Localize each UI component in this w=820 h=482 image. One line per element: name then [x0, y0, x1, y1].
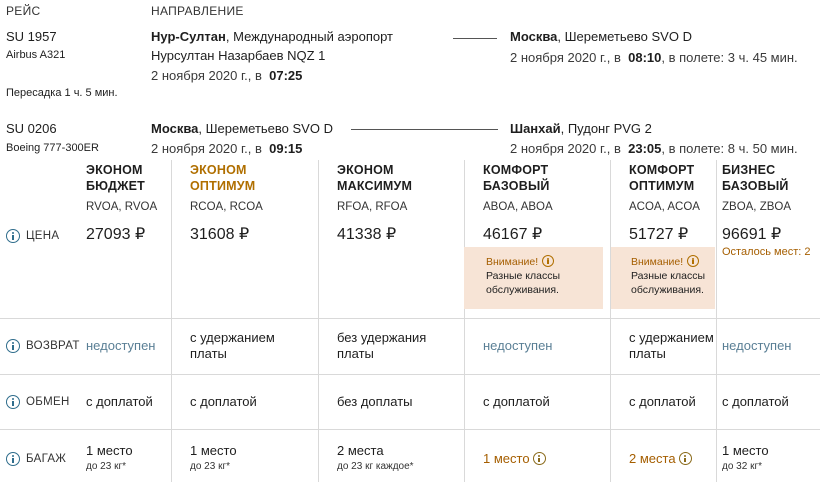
info-icon[interactable] — [6, 452, 20, 466]
departure-city — [151, 28, 393, 45]
refund-value: с удержанием платы — [190, 330, 275, 361]
route-line — [351, 129, 498, 130]
baggage-value: 1 место — [483, 451, 546, 467]
refund-label: ВОЗВРАТ — [26, 340, 80, 352]
exchange-value: с доплатой — [190, 394, 257, 409]
exchange-label: ОБМЕН — [26, 396, 70, 408]
departure-airport: , Шереметьево SVO D — [198, 121, 333, 136]
arrival-datetime — [510, 50, 798, 65]
arrival-datetime — [510, 141, 798, 156]
warning-info-icon[interactable] — [687, 255, 699, 267]
service-class-warning — [464, 247, 603, 309]
fare-price[interactable]: 27093 ₽ — [86, 226, 146, 243]
fare-price[interactable]: 41338 ₽ — [337, 226, 397, 243]
departure-date: 2 ноября 2020 г., в — [151, 68, 262, 83]
baggage-value: 1 место до 32 кг* — [722, 443, 769, 472]
fare-name-econom-optimum[interactable]: ЭКОНОМ ОПТИМУМ — [190, 163, 256, 193]
arrival-airport: , Пудонг PVG 2 — [560, 121, 652, 136]
baggage-value: 2 места до 23 кг каждое* — [337, 443, 414, 472]
arrival-city — [510, 120, 652, 137]
baggage-info-icon[interactable] — [679, 452, 692, 465]
row-divider — [0, 374, 820, 375]
exchange-row-label[interactable] — [6, 395, 70, 409]
refund-value: недоступен — [86, 338, 156, 353]
info-icon[interactable] — [6, 339, 20, 353]
warning-title: Внимание! — [486, 256, 539, 268]
arrival-date: 2 ноября 2020 г., в — [510, 141, 621, 156]
info-icon[interactable] — [6, 229, 20, 243]
fare-name-econom-budget[interactable]: ЭКОНОМ БЮДЖЕТ — [86, 163, 145, 193]
fare-code: ABOA, ABOA — [483, 201, 553, 213]
warning-text-1: Разные классы — [486, 270, 561, 282]
row-divider — [0, 318, 820, 319]
baggage-value: 1 место до 23 кг* — [190, 443, 237, 472]
arrival-time: 08:10 — [628, 50, 662, 65]
flight-duration: , в полете: 3 ч. 45 мин. — [661, 50, 798, 65]
column-divider — [610, 160, 611, 482]
aircraft-type: Boeing 777-300ER — [6, 142, 99, 154]
departure-datetime — [151, 68, 302, 83]
seats-left: Осталось мест: 2 — [722, 246, 811, 258]
arrival-date: 2 ноября 2020 г., в — [510, 50, 621, 65]
baggage-row-label[interactable] — [6, 452, 66, 466]
flight-number: SU 1957 — [6, 29, 57, 44]
departure-airport: , Международный аэропорт — [225, 29, 393, 44]
exchange-value: с доплатой — [722, 394, 789, 409]
departure-datetime — [151, 141, 302, 156]
column-divider — [716, 160, 717, 482]
refund-value: с удержанием платы — [629, 330, 714, 361]
departure-date: 2 ноября 2020 г., в — [151, 141, 262, 156]
info-icon[interactable] — [6, 395, 20, 409]
row-divider — [0, 429, 820, 430]
baggage-value: 2 места — [629, 451, 692, 467]
baggage-info-icon[interactable] — [533, 452, 546, 465]
fare-code: RFOA, RFOA — [337, 201, 408, 213]
fare-name-comfort-optimum[interactable]: КОМФОРТ ОПТИМУМ — [629, 163, 695, 193]
price-label: ЦЕНА — [26, 230, 60, 242]
column-divider — [318, 160, 319, 482]
warning-text-1: Разные классы — [631, 270, 706, 282]
column-divider — [171, 160, 172, 482]
baggage-label: БАГАЖ — [26, 453, 67, 465]
exchange-value: с доплатой — [86, 394, 153, 409]
fare-name-econom-maximum[interactable]: ЭКОНОМ МАКСИМУМ — [337, 163, 413, 193]
transfer-info: Пересадка 1 ч. 5 мин. — [6, 87, 118, 99]
baggage-value: 1 место до 23 кг* — [86, 443, 133, 472]
flight-duration: , в полете: 8 ч. 50 мин. — [661, 141, 798, 156]
arrival-time: 23:05 — [628, 141, 662, 156]
departure-city — [151, 120, 333, 137]
arrival-city-name: Шанхай — [510, 121, 561, 136]
refund-value: недоступен — [722, 338, 792, 353]
departure-time: 09:15 — [269, 141, 303, 156]
exchange-value: без доплаты — [337, 394, 413, 409]
fare-price[interactable]: 51727 ₽ — [629, 226, 689, 243]
service-class-warning — [611, 247, 715, 309]
exchange-value: с доплатой — [483, 394, 550, 409]
flight-column-header: РЕЙС — [6, 4, 41, 18]
fare-price[interactable]: 46167 ₽ — [483, 226, 543, 243]
column-divider — [464, 160, 465, 482]
price-row-label[interactable] — [6, 229, 59, 243]
fare-name-comfort-basic[interactable]: КОМФОРТ БАЗОВЫЙ — [483, 163, 550, 193]
aircraft-type: Airbus A321 — [6, 49, 66, 61]
warning-text-2: обслуживания. — [631, 284, 704, 296]
refund-value: без удержания платы — [337, 330, 427, 361]
exchange-value: с доплатой — [629, 394, 696, 409]
warning-title: Внимание! — [631, 256, 684, 268]
fare-code: ZBOA, ZBOA — [722, 201, 792, 213]
departure-time: 07:25 — [269, 68, 303, 83]
arrival-city — [510, 28, 692, 45]
warning-info-icon[interactable] — [542, 255, 554, 267]
refund-row-label[interactable] — [6, 339, 80, 353]
fare-code: ACOA, ACOA — [629, 201, 700, 213]
fare-price[interactable]: 96691 ₽ — [722, 226, 782, 243]
fare-price[interactable]: 31608 ₽ — [190, 226, 250, 243]
refund-value: недоступен — [483, 338, 553, 353]
departure-city-name: Москва — [151, 121, 199, 136]
flight-number: SU 0206 — [6, 121, 57, 136]
departure-airport-line2: Нурсултан Назарбаев NQZ 1 — [151, 48, 326, 63]
arrival-city-name: Москва — [510, 29, 558, 44]
departure-city-name: Нур-Султан — [151, 29, 226, 44]
fare-name-business-basic[interactable]: БИЗНЕС БАЗОВЫЙ — [722, 163, 789, 193]
fare-code: RCOA, RCOA — [190, 201, 263, 213]
fare-code: RVOA, RVOA — [86, 201, 158, 213]
arrival-airport: , Шереметьево SVO D — [557, 29, 692, 44]
route-line — [453, 38, 497, 39]
direction-column-header: НАПРАВЛЕНИЕ — [151, 4, 244, 18]
warning-text-2: обслуживания. — [486, 284, 559, 296]
